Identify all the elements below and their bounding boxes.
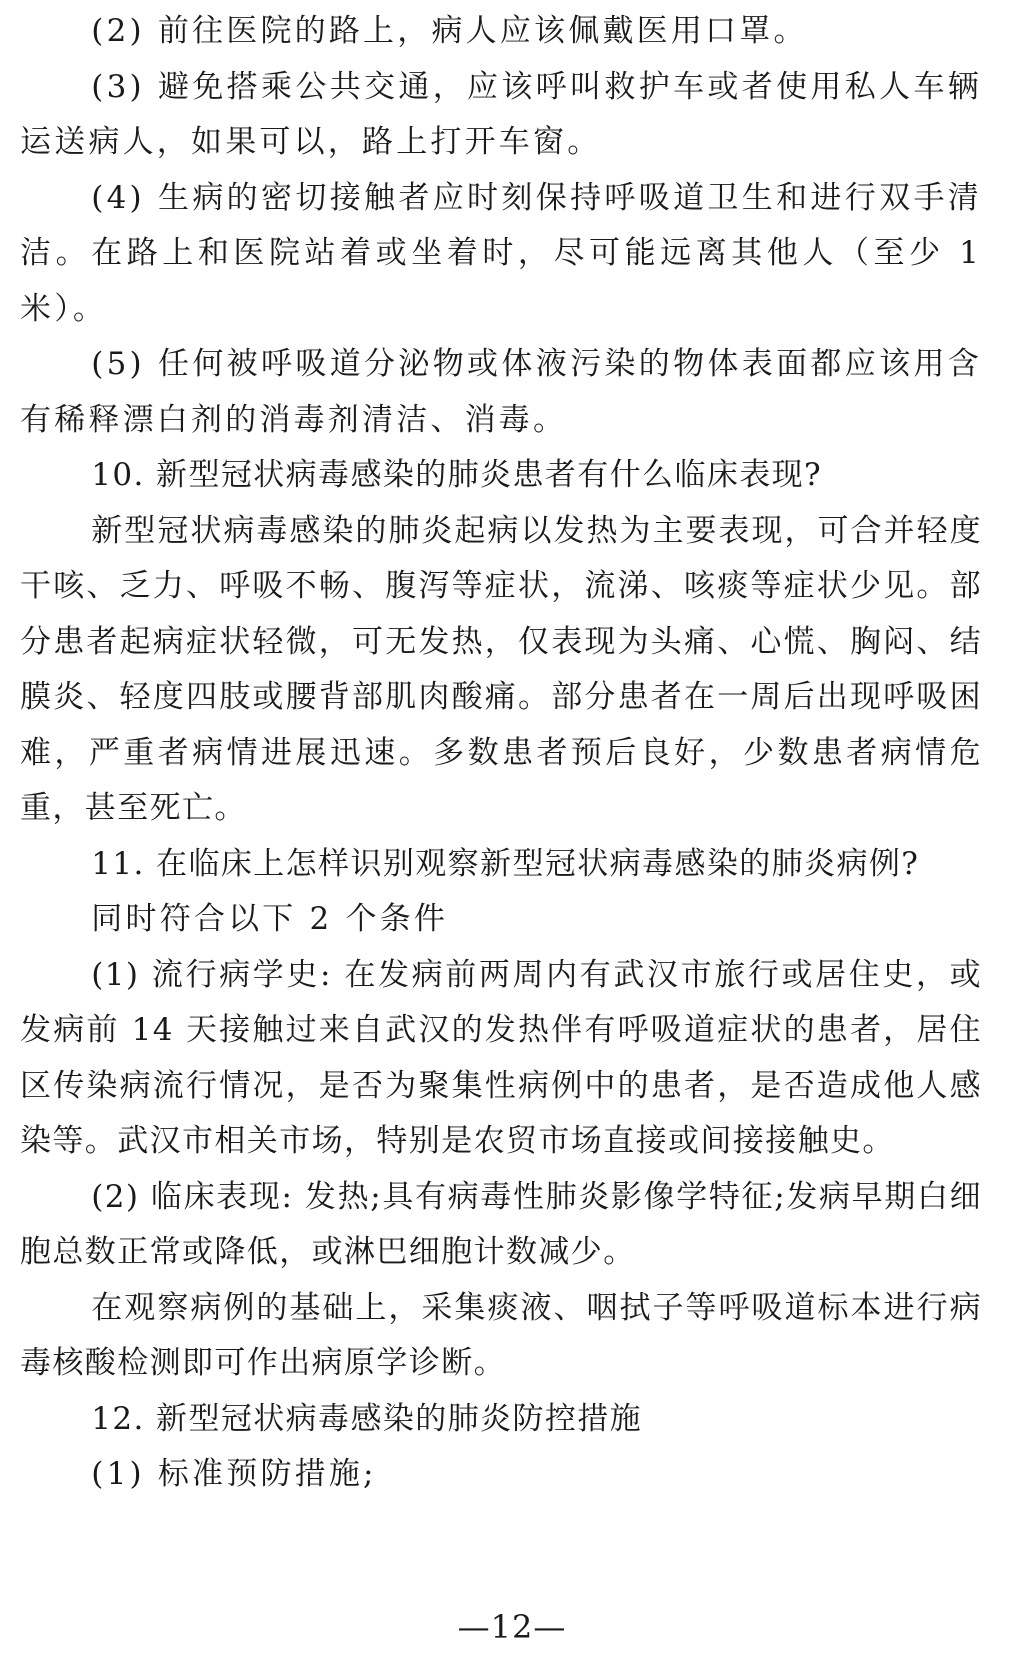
paragraph-conditions-intro: 同时符合以下 2 个条件 [91,901,449,937]
paragraph-standard-precautions: (1) 标准预防措施; [91,1456,377,1492]
document-body [20,4,982,1503]
paragraph-clinical-manifestations: 新型冠状病毒感染的肺炎起病以发热为主要表现，可合并轻度干咳、乏力、呼吸不畅、腹泻等症状，流涕、咳痰等症状少见。部分患者起病症状轻微，可无发热，仅表现为头痛、心慌、胸闷、结膜炎、轻度四肢或腰背部肌肉酸痛。部分患者在一周后出现呼吸困难，严重者病情进展迅速。多数患者预后良好，少数患者病情危重，甚至死亡。 [20,512,982,826]
section-heading-11: 11. 在临床上怎样识别观察新型冠状病毒感染的肺炎病例? [91,845,920,882]
paragraph-diagnosis: 在观察病例的基础上，采集痰液、咽拭子等呼吸道标本进行病毒核酸检测即可作出病原学诊断。 [20,1289,982,1381]
paragraph-item-5: (5) 任何被呼吸道分泌物或体液污染的物体表面都应该用含有稀释漂白剂的消毒剂清洁、消毒。 [20,346,982,438]
paragraph-item-2: (2) 前往医院的路上，病人应该佩戴医用口罩。 [91,13,808,49]
section-heading-12: 12. 新型冠状病毒感染的肺炎防控措施 [91,1400,643,1437]
section-heading-10: 10. 新型冠状病毒感染的肺炎患者有什么临床表现? [91,457,823,493]
paragraph-epidemiology-history: (1) 流行病学史: 在发病前两周内有武汉市旅行或居住史，或发病前 14 天接触过来自武汉的发热伴有呼吸道症状的患者，居住区传染病流行情况，是否为聚集性病例中的患者，是否造成他人感染等。武汉市相关市场，特别是农贸市场直接或间接接触史。 [20,956,982,1159]
paragraph-clinical-signs: (2) 临床表现: 发热;具有病毒性肺炎影像学特征;发病早期白细胞总数正常或降低，或淋巴细胞计数减少。 [20,1178,982,1270]
paragraph-item-3: (3) 避免搭乘公共交通，应该呼叫救护车或者使用私人车辆运送病人，如果可以，路上打开车窗。 [20,68,982,160]
paragraph-item-4: (4) 生病的密切接触者应时刻保持呼吸道卫生和进行双手清洁。在路上和医院站着或坐着时，尽可能远离其他人（至少 1 米）。 [20,179,982,327]
page-number: —12— [457,1608,567,1646]
